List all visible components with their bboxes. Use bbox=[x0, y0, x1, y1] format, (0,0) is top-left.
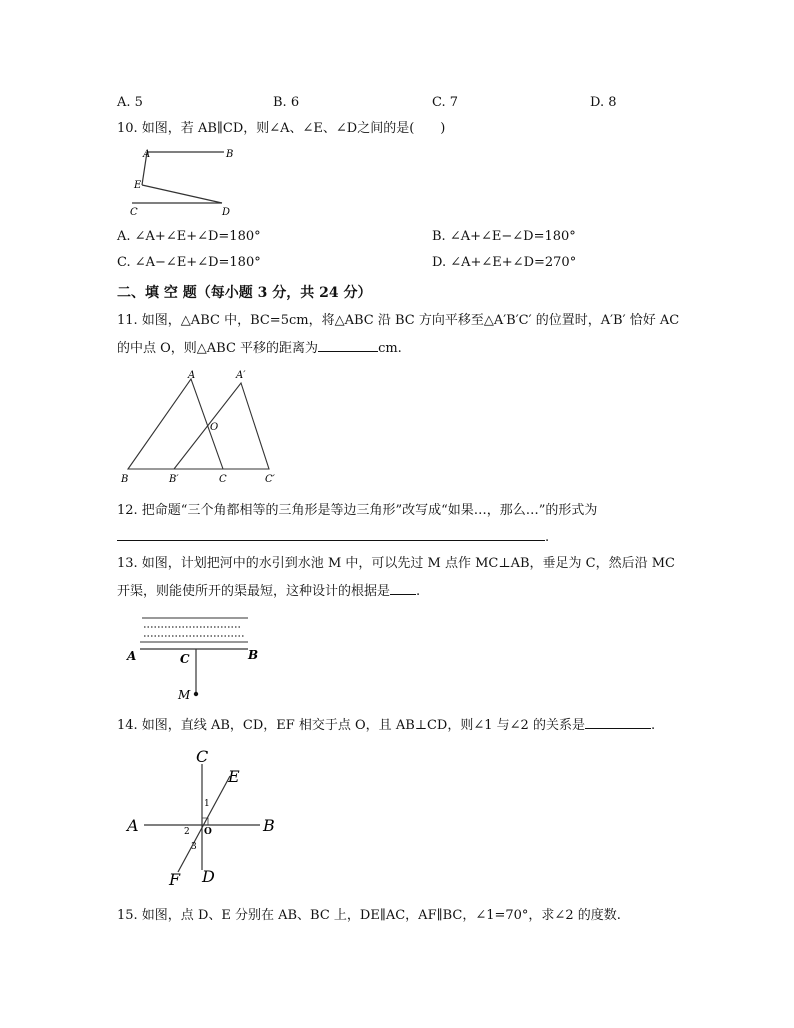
q11-label-o: O bbox=[210, 422, 219, 433]
section-2-title: 二、填 空 题（每小题 3 分，共 24 分） bbox=[117, 285, 372, 301]
q11-figure bbox=[118, 368, 288, 483]
q13-figure bbox=[122, 612, 272, 702]
q14-stem bbox=[117, 716, 655, 734]
q10-label-a: A bbox=[143, 149, 151, 160]
q11-line2-text: 的中点 O，则△ABC 平移的距离为 bbox=[117, 341, 319, 356]
q13-line2-end: . bbox=[416, 584, 421, 599]
q11-line1: 11. 如图，△ABC 中，BC=5cm，将△ABC 沿 BC 方向平移至△A′B′C′ 的位置时，A′B′ 恰好 AC bbox=[117, 313, 680, 328]
q14-answer-blank bbox=[585, 716, 651, 729]
q10-option-c: C. ∠A−∠E+∠D=180° bbox=[117, 255, 261, 270]
q11-label-c: C bbox=[219, 474, 227, 485]
q14-label-o: O bbox=[204, 827, 212, 837]
q15-stem: 15. 如图，点 D、E 分别在 AB、BC 上，DE∥AC，AF∥BC，∠1=70°，求∠2 的度数. bbox=[117, 908, 621, 923]
q10-option-d: D. ∠A+∠E+∠D=270° bbox=[432, 255, 577, 270]
q10-label-d: D bbox=[222, 207, 231, 218]
q9-option-c: C. 7 bbox=[432, 95, 459, 110]
q10-label-b: B bbox=[226, 149, 234, 160]
q12-line2 bbox=[117, 528, 549, 546]
q11-label-b-prime: B′ bbox=[169, 474, 179, 485]
q11-label-c-prime: C′ bbox=[265, 474, 275, 485]
q14-stem-text: 14. 如图，直线 AB，CD，EF 相交于点 O，且 AB⊥CD，则∠1 与∠2 的关系是 bbox=[117, 718, 585, 733]
q14-label-d: D bbox=[202, 867, 215, 886]
q10-stem: 10. 如图，若 AB∥CD，则∠A、∠E、∠D之间的是( ) bbox=[117, 121, 446, 136]
q13-line2-text: 开渠，则能使所开的渠最短，这种设计的根据是 bbox=[117, 584, 391, 599]
q13-answer-blank bbox=[390, 582, 416, 595]
q9-option-a: A. 5 bbox=[117, 95, 143, 110]
q14-figure bbox=[122, 742, 292, 892]
q14-label-c: C bbox=[196, 747, 209, 766]
q13-label-b: B bbox=[248, 648, 259, 662]
q11-label-a-prime: A′ bbox=[236, 370, 246, 381]
q13-line1: 13. 如图，计划把河中的水引到水池 M 中，可以先过 M 点作 MC⊥AB，垂足为 C，然后沿 MC bbox=[117, 556, 675, 571]
q10-label-c: C bbox=[130, 207, 138, 218]
q12-answer-blank bbox=[117, 528, 545, 541]
q13-label-a: A bbox=[127, 649, 137, 663]
q14-label-a: A bbox=[127, 816, 139, 835]
q12-line2-end: . bbox=[545, 530, 550, 545]
q11-label-a: A bbox=[188, 370, 196, 381]
q12-line1: 12. 把命题“三个角都相等的三角形是等边三角形”改写成“如果…，那么…”的形式为 bbox=[117, 503, 598, 518]
q14-label-b: B bbox=[263, 816, 275, 835]
q14-stem-end: . bbox=[650, 718, 656, 733]
q14-angle-1: 1 bbox=[204, 799, 210, 809]
q11-answer-blank bbox=[318, 339, 378, 352]
q14-angle-3: 3 bbox=[191, 842, 197, 852]
q11-line2-unit: cm. bbox=[378, 341, 402, 356]
q11-line2 bbox=[117, 339, 402, 357]
q14-label-f: F bbox=[169, 870, 181, 889]
q13-label-m: M bbox=[178, 688, 191, 702]
q10-option-a: A. ∠A+∠E+∠D=180° bbox=[117, 229, 261, 244]
q10-figure bbox=[128, 145, 258, 217]
q10-label-e: E bbox=[134, 180, 142, 191]
q9-option-b: B. 6 bbox=[273, 95, 300, 110]
q13-label-c: C bbox=[180, 652, 190, 666]
q13-line2 bbox=[117, 582, 420, 600]
q10-option-b: B. ∠A+∠E−∠D=180° bbox=[432, 229, 576, 244]
q9-option-d: D. 8 bbox=[590, 95, 617, 110]
q14-angle-2: 2 bbox=[184, 827, 190, 837]
q14-label-e: E bbox=[228, 767, 240, 786]
q11-label-b: B bbox=[121, 474, 129, 485]
